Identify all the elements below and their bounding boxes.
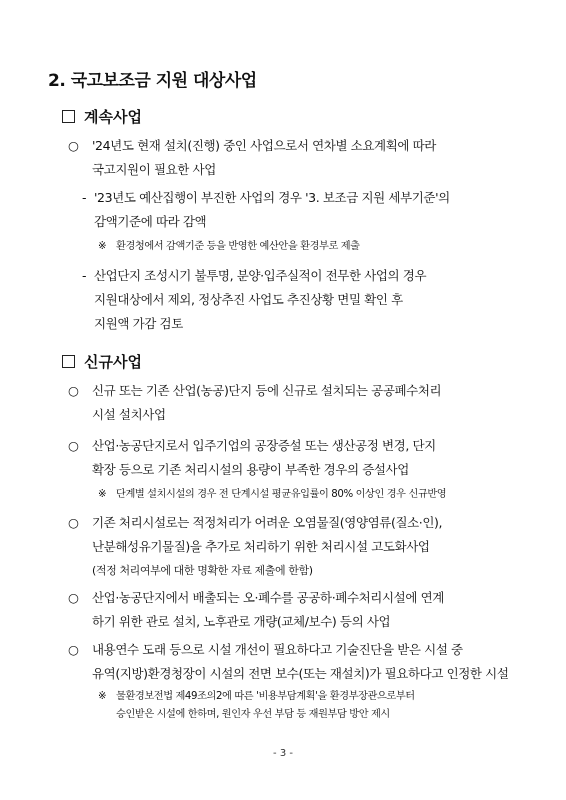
circle-bullet-icon: ○ [68, 438, 79, 453]
list-item: 내용연수 도래 등으로 시설 개선이 필요하다고 기술진단을 받은 시설 중 유역(지방)환경청장이 시설의 전면 보수(또는 재설치)가 필요하다고 인정한 시설 [92, 642, 509, 681]
section-label: 계속사업 [84, 108, 142, 126]
note-item: 환경청에서 감액기준 등을 반영한 예산안을 환경부로 제출 [116, 241, 360, 252]
list-item: 산업·농공단지로서 입주기업의 공장증설 또는 생산공정 변경, 단지 확장 등으로 기존 처리시설의 용량이 부족한 경우의 증설사업 [92, 438, 436, 477]
circle-bullet-icon: ○ [68, 383, 79, 398]
square-bullet-icon [62, 355, 75, 368]
list-item: 산업·농공단지에서 배출되는 오·폐수를 공공하·폐수처리시설에 연계 하기 위한 관로 설치, 노후관로 개량(교체/보수) 등의 사업 [92, 590, 444, 629]
reference-mark-icon: ※ [98, 489, 107, 500]
note-item: 단계별 설치시설의 경우 전 단계시설 평균유입률이 80% 이상인 경우 신규반영 [116, 489, 447, 500]
dash-bullet-icon: - [82, 268, 87, 283]
section-label: 신규사업 [84, 353, 142, 371]
reference-mark-icon: ※ [98, 241, 107, 252]
list-item: '24년도 현재 설치(진행) 중인 사업으로서 연차별 소요계획에 따라 국고지원이 필요한 사업 [92, 138, 436, 177]
list-item: 기존 처리시설로는 적정처리가 어려운 오염물질(영양염류(질소·인), 난분해성유기물질)을 추가로 처리하기 위한 처리시설 고도화사업 (적정 처리여부에 대한 명확한 자료 제출에 한함) [92, 515, 443, 577]
circle-bullet-icon: ○ [68, 642, 79, 657]
list-item: 산업단지 조성시기 불투명, 분양·입주실적이 전무한 사업의 경우 지원대상에서 제외, 정상추진 사업도 추진상황 면밀 확인 후 지원액 가감 검토 [94, 268, 427, 331]
square-bullet-icon [62, 110, 75, 123]
circle-bullet-icon: ○ [68, 590, 79, 605]
list-item: '23년도 예산집행이 부진한 사업의 경우 '3. 보조금 지원 세부기준'의 감액기준에 따라 감액 [94, 190, 450, 229]
dash-bullet-icon: - [82, 190, 87, 205]
circle-bullet-icon: ○ [68, 138, 79, 153]
page-title: 2. 국고보조금 지원 대상사업 [48, 71, 257, 91]
circle-bullet-icon: ○ [68, 515, 79, 530]
section-heading-continuing [62, 106, 142, 127]
note-item: 물환경보전법 제49조의2에 따른 '비용부담계획'을 환경부장관으로부터 승인받은 시설에 한하며, 원인자 우선 부담 등 재원부담 방안 제시 [116, 691, 415, 720]
page-number: - 3 - [273, 748, 293, 759]
section-heading-new [62, 351, 142, 372]
list-item: 신규 또는 기존 산업(농공)단지 등에 신규로 설치되는 공공폐수처리 시설 설치사업 [92, 383, 442, 422]
reference-mark-icon: ※ [98, 691, 107, 702]
